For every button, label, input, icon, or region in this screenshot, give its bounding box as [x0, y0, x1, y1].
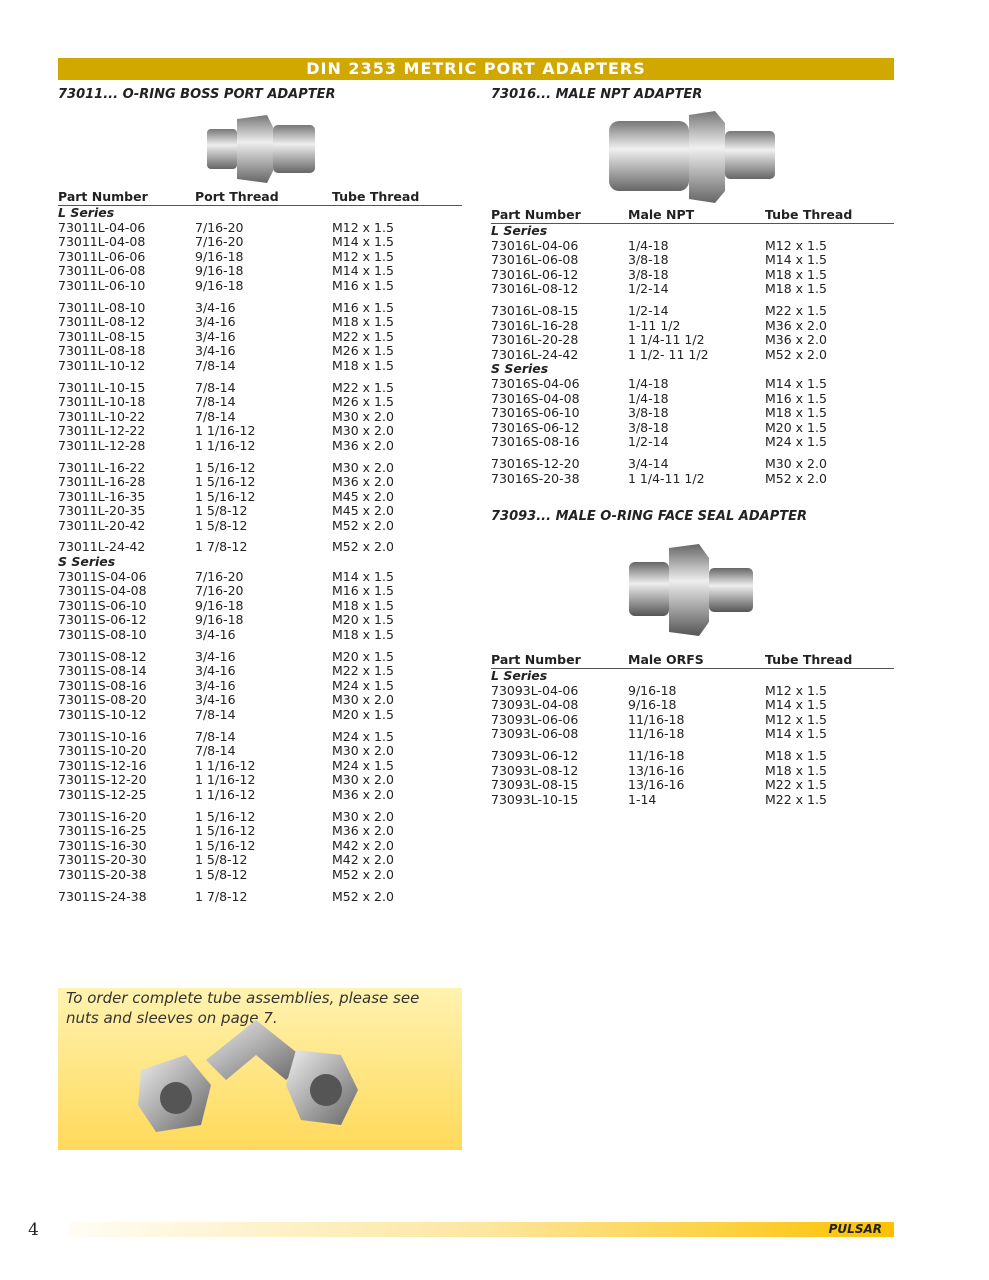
thread-size: 1 5/16-12: [195, 837, 256, 853]
part-number: 73093L-06-12: [491, 747, 579, 763]
footer-bar: [70, 1222, 894, 1237]
table-row: [58, 424, 462, 439]
thread-size: 11/16-18: [628, 726, 685, 742]
pulsar-logo: PULSAR: [828, 1222, 882, 1236]
tube-thread: M22 x 1.5: [765, 777, 827, 793]
tube-thread: M36 x 2.0: [332, 474, 394, 490]
tube-thread: M22 x 1.5: [765, 791, 827, 807]
thread-size: 1/4-18: [628, 390, 669, 406]
part-number: 73016S-04-06: [491, 375, 580, 391]
tube-thread: M36 x 2.0: [332, 437, 394, 453]
table-row: [491, 727, 894, 742]
parts-table: [58, 206, 462, 904]
thread-size: 3/8-18: [628, 419, 669, 435]
order-note-box: [58, 988, 462, 1150]
part-number: 73011S-06-10: [58, 597, 147, 613]
thread-size: 1/2-14: [628, 302, 669, 318]
part-number: 73011L-10-15: [58, 379, 146, 395]
thread-size: 1 5/8-12: [195, 503, 248, 519]
tube-thread: M20 x 1.5: [332, 707, 394, 722]
thread-size: 7/8-14: [195, 357, 236, 373]
part-number: 73093L-04-08: [491, 697, 579, 713]
part-number: 73011S-10-20: [58, 743, 147, 759]
part-number: 73016S-04-08: [491, 390, 580, 406]
table-row: [58, 890, 462, 905]
table-header: [491, 653, 894, 669]
part-number: 73016S-06-10: [491, 405, 580, 421]
part-number: 73011S-10-12: [58, 707, 147, 722]
table-row: [58, 868, 462, 883]
part-number: 73011L-12-28: [58, 437, 146, 453]
table-row: [58, 359, 462, 374]
tube-thread: M24 x 1.5: [332, 728, 394, 744]
table-row: [58, 475, 462, 490]
thread-size: 7/8-14: [195, 728, 236, 744]
thread-size: 1 7/8-12: [195, 539, 248, 555]
thread-size: 3/4-16: [195, 692, 236, 708]
thread-size: 3/4-16: [195, 663, 236, 679]
table-row: [491, 304, 894, 319]
table-row: [58, 519, 462, 534]
thread-size: 9/16-18: [628, 697, 677, 713]
section-title: 73016... MALE NPT ADAPTER: [491, 87, 703, 102]
thread-size: 1 1/16-12: [195, 757, 256, 773]
thread-size: 3/8-18: [628, 266, 669, 282]
table-row: [58, 788, 462, 803]
part-number: 73016S-08-16: [491, 434, 580, 450]
thread-size: 9/16-18: [195, 612, 244, 628]
tube-thread: M16 x 1.5: [332, 299, 394, 315]
part-number: 73011L-20-35: [58, 503, 146, 519]
part-number: 73011L-16-28: [58, 474, 146, 490]
section-73093: [491, 509, 894, 807]
table-row: [491, 377, 894, 392]
table-row: [491, 457, 894, 472]
col-header: Part Number: [491, 207, 581, 222]
tube-thread: M52 x 2.0: [332, 517, 394, 533]
thread-size: 3/4-16: [195, 343, 236, 359]
tube-thread: M30 x 2.0: [332, 692, 394, 708]
part-number: 73011L-06-06: [58, 248, 146, 264]
adapter-image: [58, 105, 462, 190]
thread-size: 3/4-16: [195, 299, 236, 315]
thread-size: 1 1/16-12: [195, 437, 256, 453]
tube-thread: M52 x 2.0: [332, 866, 394, 882]
tube-thread: M42 x 2.0: [332, 852, 394, 868]
part-number: 73016L-24-42: [491, 346, 579, 362]
thread-size: 9/16-18: [195, 597, 244, 613]
table-row: [491, 472, 894, 487]
thread-size: 1-11 1/2: [628, 317, 681, 333]
part-number: 73011S-08-12: [58, 648, 147, 664]
table-row: [58, 264, 462, 279]
tube-thread: M12 x 1.5: [332, 219, 394, 235]
thread-size: 3/4-14: [628, 455, 669, 471]
tube-thread: M20 x 1.5: [332, 612, 394, 628]
part-number: 73016L-20-28: [491, 332, 579, 348]
table-row: [58, 279, 462, 294]
col-header: Tube Thread: [765, 652, 853, 667]
table-row: [58, 381, 462, 396]
part-number: 73011S-10-16: [58, 728, 147, 744]
tube-thread: M20 x 1.5: [765, 419, 827, 435]
tube-thread: M14 x 1.5: [332, 568, 394, 584]
part-number: 73016L-08-15: [491, 302, 579, 318]
table-row: [58, 490, 462, 505]
part-number: 73011S-04-06: [58, 568, 147, 584]
table-row: [491, 268, 894, 283]
table-row: [58, 613, 462, 628]
table-row: [58, 410, 462, 425]
tube-thread: M14 x 1.5: [332, 263, 394, 279]
tube-thread: M18 x 1.5: [765, 281, 827, 297]
tube-thread: M18 x 1.5: [332, 597, 394, 613]
tube-thread: M52 x 2.0: [332, 539, 394, 555]
table-row: [58, 599, 462, 614]
parts-table: [491, 669, 894, 807]
tube-thread: M52 x 2.0: [765, 346, 827, 362]
thread-size: 1 1/16-12: [195, 786, 256, 802]
part-number: 73093L-08-12: [491, 762, 579, 778]
table-row: [58, 301, 462, 316]
table-header: [58, 190, 462, 206]
col-header: Tube Thread: [332, 189, 420, 204]
parts-table: [491, 224, 894, 486]
part-number: 73093L-06-06: [491, 711, 579, 727]
series-label: S Series: [491, 361, 549, 377]
thread-size: 1/2-14: [628, 281, 669, 297]
table-row: [58, 693, 462, 708]
thread-size: 9/16-18: [195, 263, 244, 279]
thread-size: 3/4-16: [195, 648, 236, 664]
tube-thread: M30 x 2.0: [332, 808, 394, 824]
thread-size: 7/8-14: [195, 743, 236, 759]
table-row: [58, 853, 462, 868]
thread-size: 3/4-16: [195, 314, 236, 330]
table-row: [58, 839, 462, 854]
part-number: 73016S-12-20: [491, 455, 580, 471]
adapter-image: [491, 105, 894, 208]
part-number: 73011L-08-12: [58, 314, 146, 330]
part-number: 73011S-20-30: [58, 852, 147, 868]
thread-size: 13/16-16: [628, 777, 685, 793]
part-number: 73011L-04-06: [58, 219, 146, 235]
tube-thread: M12 x 1.5: [765, 237, 827, 253]
thread-size: 1 1/2- 11 1/2: [628, 346, 709, 362]
table-row: [58, 664, 462, 679]
tube-thread: M45 x 2.0: [332, 488, 394, 504]
tube-thread: M18 x 1.5: [332, 314, 394, 330]
thread-size: 7/8-14: [195, 408, 236, 424]
tube-thread: M30 x 2.0: [332, 743, 394, 759]
tube-thread: M14 x 1.5: [765, 375, 827, 391]
thread-size: 7/16-20: [195, 234, 244, 250]
adapter-image: [491, 527, 894, 653]
part-number: 73016L-04-06: [491, 237, 579, 253]
part-number: 73011L-06-08: [58, 263, 146, 279]
tube-thread: M36 x 2.0: [332, 823, 394, 839]
table-row: [58, 744, 462, 759]
thread-size: 7/8-14: [195, 394, 236, 410]
tube-thread: M12 x 1.5: [765, 682, 827, 698]
tube-thread: M14 x 1.5: [765, 252, 827, 268]
tube-thread: M24 x 1.5: [332, 757, 394, 773]
thread-size: 1 5/8-12: [195, 517, 248, 533]
table-row: [491, 319, 894, 334]
tube-thread: M14 x 1.5: [332, 234, 394, 250]
tube-thread: M14 x 1.5: [765, 697, 827, 713]
col-header: Part Number: [491, 652, 581, 667]
part-number: 73016L-06-12: [491, 266, 579, 282]
thread-size: 11/16-18: [628, 711, 685, 727]
thread-size: 1 5/8-12: [195, 852, 248, 868]
thread-size: 1 5/16-12: [195, 488, 256, 504]
tube-thread: M26 x 1.5: [332, 394, 394, 410]
section-73016: [491, 87, 894, 486]
thread-size: 7/8-14: [195, 379, 236, 395]
table-row: [491, 282, 894, 297]
tube-thread: M12 x 1.5: [332, 248, 394, 264]
tube-thread: M18 x 1.5: [765, 405, 827, 421]
section-73011: [58, 87, 462, 904]
part-number: 73011S-08-10: [58, 627, 147, 643]
col-header: Male ORFS: [628, 652, 704, 667]
tube-thread: M30 x 2.0: [332, 772, 394, 788]
thread-size: 7/16-20: [195, 568, 244, 584]
section-title: 73011... O-RING BOSS PORT ADAPTER: [58, 87, 336, 102]
part-number: 73011S-12-25: [58, 786, 147, 802]
table-row: [58, 504, 462, 519]
thread-size: 1 1/16-12: [195, 423, 256, 439]
thread-size: 1 1/16-12: [195, 772, 256, 788]
tube-thread: M36 x 2.0: [765, 317, 827, 333]
table-header: [491, 208, 894, 224]
part-number: 73011L-10-12: [58, 357, 146, 373]
tube-thread: M18 x 1.5: [332, 627, 394, 643]
part-number: 73011L-16-35: [58, 488, 146, 504]
part-number: 73016L-06-08: [491, 252, 579, 268]
part-number: 73016S-06-12: [491, 419, 580, 435]
order-note-text: To order complete tube assemblies, please see nuts and sleeves on page 7.: [66, 989, 420, 1027]
part-number: 73011S-08-16: [58, 677, 147, 693]
part-number: 73093L-06-08: [491, 726, 579, 742]
part-number: 73011S-08-14: [58, 663, 147, 679]
thread-size: 1 1/4-11 1/2: [628, 470, 705, 486]
thread-size: 9/16-18: [628, 682, 677, 698]
tube-thread: M18 x 1.5: [332, 357, 394, 373]
part-number: 73011L-04-08: [58, 234, 146, 250]
part-number: 73016L-16-28: [491, 317, 579, 333]
part-number: 73093L-08-15: [491, 777, 579, 793]
thread-size: 1 5/16-12: [195, 474, 256, 490]
thread-size: 1/4-18: [628, 237, 669, 253]
thread-size: 3/4-16: [195, 328, 236, 344]
tube-thread: M30 x 2.0: [765, 455, 827, 471]
thread-size: 1 1/4-11 1/2: [628, 332, 705, 348]
table-row: [58, 221, 462, 236]
thread-size: 13/16-16: [628, 762, 685, 778]
tube-thread: M22 x 1.5: [332, 328, 394, 344]
table-row: [58, 650, 462, 665]
table-row: [58, 824, 462, 839]
part-number: 73011L-08-18: [58, 343, 146, 359]
table-row: [58, 330, 462, 345]
part-number: 73011S-16-30: [58, 837, 147, 853]
tube-thread: M30 x 2.0: [332, 423, 394, 439]
table-row: [491, 421, 894, 436]
elbow-fitting-image: [136, 1010, 376, 1135]
tube-thread: M36 x 2.0: [765, 332, 827, 348]
part-number: 73011L-08-15: [58, 328, 146, 344]
thread-size: 1/2-14: [628, 434, 669, 450]
part-number: 73011L-16-22: [58, 459, 146, 475]
table-row: [58, 679, 462, 694]
page-banner: DIN 2353 METRIC PORT ADAPTERS: [58, 58, 894, 80]
table-row: [491, 239, 894, 254]
table-row: [58, 235, 462, 250]
series-label: S Series: [58, 554, 116, 570]
part-number: 73011S-04-08: [58, 583, 147, 599]
part-number: 73016S-20-38: [491, 470, 580, 486]
series-label: L Series: [58, 205, 115, 220]
part-number: 73011S-20-38: [58, 866, 147, 882]
table-row: [491, 684, 894, 699]
part-number: 73016L-08-12: [491, 281, 579, 297]
tube-thread: M20 x 1.5: [332, 648, 394, 664]
table-row: [491, 253, 894, 268]
part-number: 73011S-24-38: [58, 888, 147, 904]
table-row: [58, 730, 462, 745]
tube-thread: M16 x 1.5: [332, 277, 394, 293]
part-number: 73011S-16-25: [58, 823, 147, 839]
table-row: [491, 698, 894, 713]
table-row: [58, 439, 462, 454]
table-row: [58, 250, 462, 265]
thread-size: 3/8-18: [628, 405, 669, 421]
table-row: [491, 793, 894, 808]
thread-size: 3/4-16: [195, 627, 236, 643]
table-row: [58, 461, 462, 476]
part-number: 73011L-24-42: [58, 539, 146, 555]
thread-size: 1 5/16-12: [195, 808, 256, 824]
part-number: 73011L-12-22: [58, 423, 146, 439]
part-number: 73011L-06-10: [58, 277, 146, 293]
table-row: [58, 570, 462, 585]
table-row: [491, 778, 894, 793]
part-number: 73093L-04-06: [491, 682, 579, 698]
thread-size: 7/16-20: [195, 219, 244, 235]
table-row: [58, 395, 462, 410]
table-row: [491, 406, 894, 421]
thread-size: 7/8-14: [195, 707, 236, 722]
tube-thread: M26 x 1.5: [332, 343, 394, 359]
part-number: 73011L-10-18: [58, 394, 146, 410]
col-header: Tube Thread: [765, 207, 853, 222]
thread-size: 1 7/8-12: [195, 888, 248, 904]
table-row: [491, 392, 894, 407]
page-number: 4: [28, 1220, 39, 1240]
thread-size: 1-14: [628, 791, 657, 807]
tube-thread: M24 x 1.5: [332, 677, 394, 693]
thread-size: 1/4-18: [628, 375, 669, 391]
table-row: [58, 628, 462, 643]
table-row: [491, 435, 894, 450]
tube-thread: M45 x 2.0: [332, 503, 394, 519]
thread-size: 9/16-18: [195, 277, 244, 293]
tube-thread: M12 x 1.5: [765, 711, 827, 727]
table-row: [58, 810, 462, 825]
col-header: Port Thread: [195, 189, 279, 204]
table-row: [58, 315, 462, 330]
tube-thread: M14 x 1.5: [765, 726, 827, 742]
tube-thread: M42 x 2.0: [332, 837, 394, 853]
thread-size: 3/8-18: [628, 252, 669, 268]
table-row: [58, 759, 462, 774]
part-number: 73011S-12-20: [58, 772, 147, 788]
thread-size: 1 5/16-12: [195, 459, 256, 475]
table-row: [58, 344, 462, 359]
tube-thread: M18 x 1.5: [765, 747, 827, 763]
table-row: [491, 749, 894, 764]
tube-thread: M18 x 1.5: [765, 266, 827, 282]
tube-thread: M22 x 1.5: [765, 302, 827, 318]
tube-thread: M24 x 1.5: [765, 434, 827, 450]
tube-thread: M30 x 2.0: [332, 459, 394, 475]
tube-thread: M16 x 1.5: [332, 583, 394, 599]
thread-size: 1 5/16-12: [195, 823, 256, 839]
part-number: 73011L-08-10: [58, 299, 146, 315]
part-number: 73011S-08-20: [58, 692, 147, 708]
thread-size: 1 5/8-12: [195, 866, 248, 882]
tube-thread: M18 x 1.5: [765, 762, 827, 778]
part-number: 73011S-12-16: [58, 757, 147, 773]
part-number: 73011L-20-42: [58, 517, 146, 533]
section-title: 73093... MALE O-RING FACE SEAL ADAPTER: [491, 509, 807, 524]
part-number: 73093L-10-15: [491, 791, 579, 807]
tube-thread: M52 x 2.0: [765, 470, 827, 486]
tube-thread: M52 x 2.0: [332, 888, 394, 904]
table-row: [58, 773, 462, 788]
series-label: L Series: [491, 668, 548, 683]
part-number: 73011S-06-12: [58, 612, 147, 628]
tube-thread: M30 x 2.0: [332, 408, 394, 424]
series-label: L Series: [491, 223, 548, 238]
part-number: 73011L-10-22: [58, 408, 146, 424]
table-row: [491, 333, 894, 348]
thread-size: 9/16-18: [195, 248, 244, 264]
table-row: [491, 764, 894, 779]
thread-size: 3/4-16: [195, 677, 236, 693]
table-row: [58, 540, 462, 555]
table-row: [58, 708, 462, 723]
thread-size: 11/16-18: [628, 747, 685, 763]
table-row: [58, 584, 462, 599]
col-header: Part Number: [58, 189, 148, 204]
part-number: 73011S-16-20: [58, 808, 147, 824]
col-header: Male NPT: [628, 207, 695, 222]
tube-thread: M16 x 1.5: [765, 390, 827, 406]
tube-thread: M22 x 1.5: [332, 379, 394, 395]
table-row: [491, 348, 894, 363]
table-row: [491, 713, 894, 728]
tube-thread: M22 x 1.5: [332, 663, 394, 679]
tube-thread: M36 x 2.0: [332, 786, 394, 802]
thread-size: 7/16-20: [195, 583, 244, 599]
